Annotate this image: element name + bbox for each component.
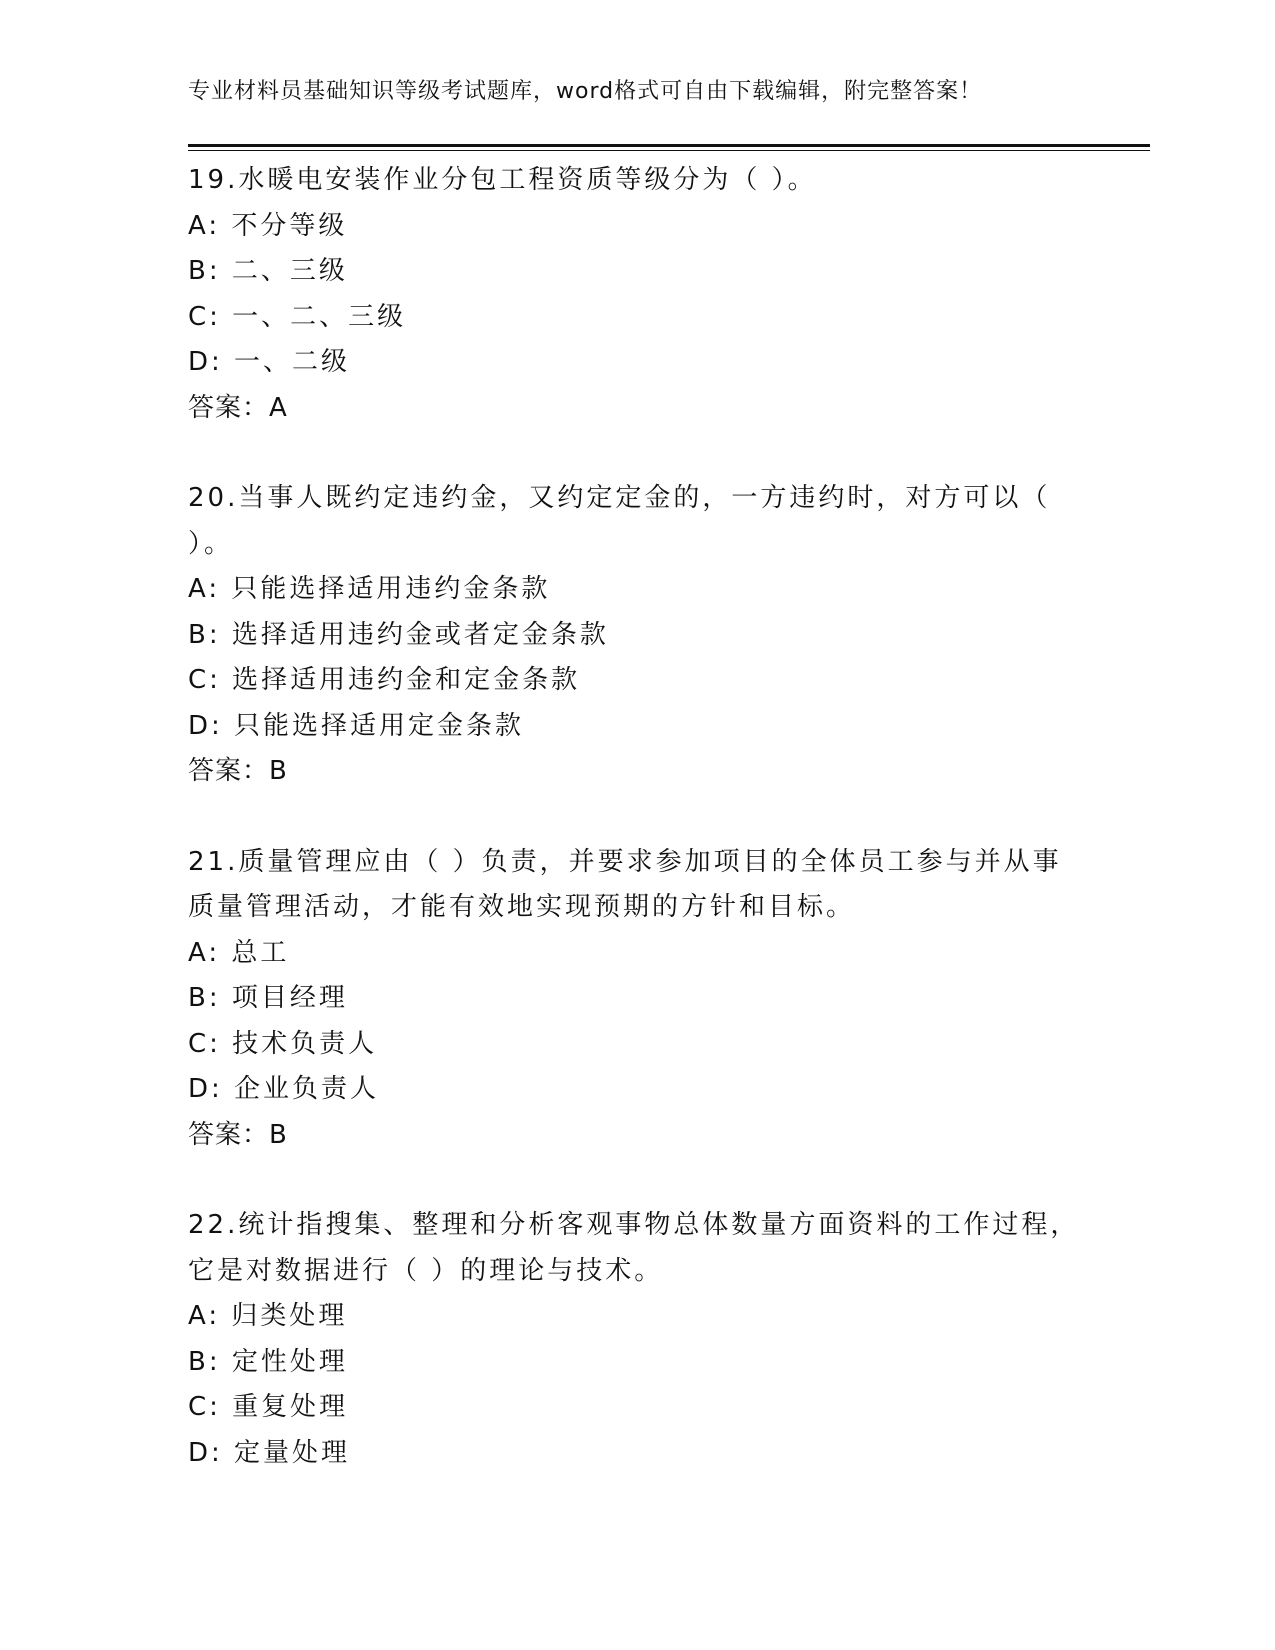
option-c: C: 重复处理 bbox=[188, 1392, 349, 1422]
header-rule-thick bbox=[188, 144, 1150, 147]
option-a: A: 不分等级 bbox=[188, 210, 348, 241]
option-c: C: 选择适用违约金和定金条款 bbox=[188, 665, 581, 695]
question-list bbox=[188, 158, 1088, 1521]
option-d: D: 定量处理 bbox=[188, 1437, 351, 1468]
option-d: D: 企业负责人 bbox=[188, 1074, 380, 1104]
question-19 bbox=[188, 158, 1088, 431]
option-c: C: 技术负责人 bbox=[188, 1028, 378, 1059]
option-b: B: 选择适用违约金或者定金条款 bbox=[188, 619, 609, 650]
question-20 bbox=[188, 476, 1088, 795]
question-22 bbox=[188, 1203, 1088, 1476]
header-rule-thin bbox=[188, 150, 1150, 151]
question-stem: 21.质量管理应由（ ）负责，并要求参加项目的全体员工参与并从事 bbox=[188, 846, 1062, 877]
question-stem: 20.当事人既约定违约金，又约定定金的，一方违约时，对方可以（ bbox=[188, 483, 1051, 513]
option-a: A: 总工 bbox=[188, 937, 290, 968]
option-d: D: 一、二级 bbox=[188, 347, 351, 377]
answer-line: 答案：A bbox=[188, 392, 288, 423]
option-c: C: 一、二、三级 bbox=[188, 301, 407, 332]
question-stem-continued: ）。 bbox=[188, 528, 234, 559]
answer-line: 答案：B bbox=[188, 756, 288, 786]
question-stem-continued: 它是对数据进行（ ）的理论与技术。 bbox=[188, 1255, 664, 1286]
question-stem-continued: 质量管理活动，才能有效地实现预期的方针和目标。 bbox=[188, 892, 856, 922]
answer-line: 答案：B bbox=[188, 1119, 288, 1150]
option-a: A: 只能选择适用违约金条款 bbox=[188, 574, 551, 604]
option-a: A: 归类处理 bbox=[188, 1301, 348, 1331]
option-b: B: 定性处理 bbox=[188, 1346, 348, 1377]
option-b: B: 二、三级 bbox=[188, 256, 348, 286]
page-header: 专业材料员基础知识等级考试题库，word格式可自由下载编辑，附完整答案！ bbox=[188, 79, 983, 104]
option-d: D: 只能选择适用定金条款 bbox=[188, 710, 525, 741]
question-stem: 19.水暖电安装作业分包工程资质等级分为（ ）。 bbox=[188, 165, 817, 195]
question-stem: 22.统计指搜集、整理和分析客观事物总体数量方面资料的工作过程， bbox=[188, 1210, 1080, 1240]
question-21 bbox=[188, 840, 1088, 1159]
option-b: B: 项目经理 bbox=[188, 983, 348, 1013]
